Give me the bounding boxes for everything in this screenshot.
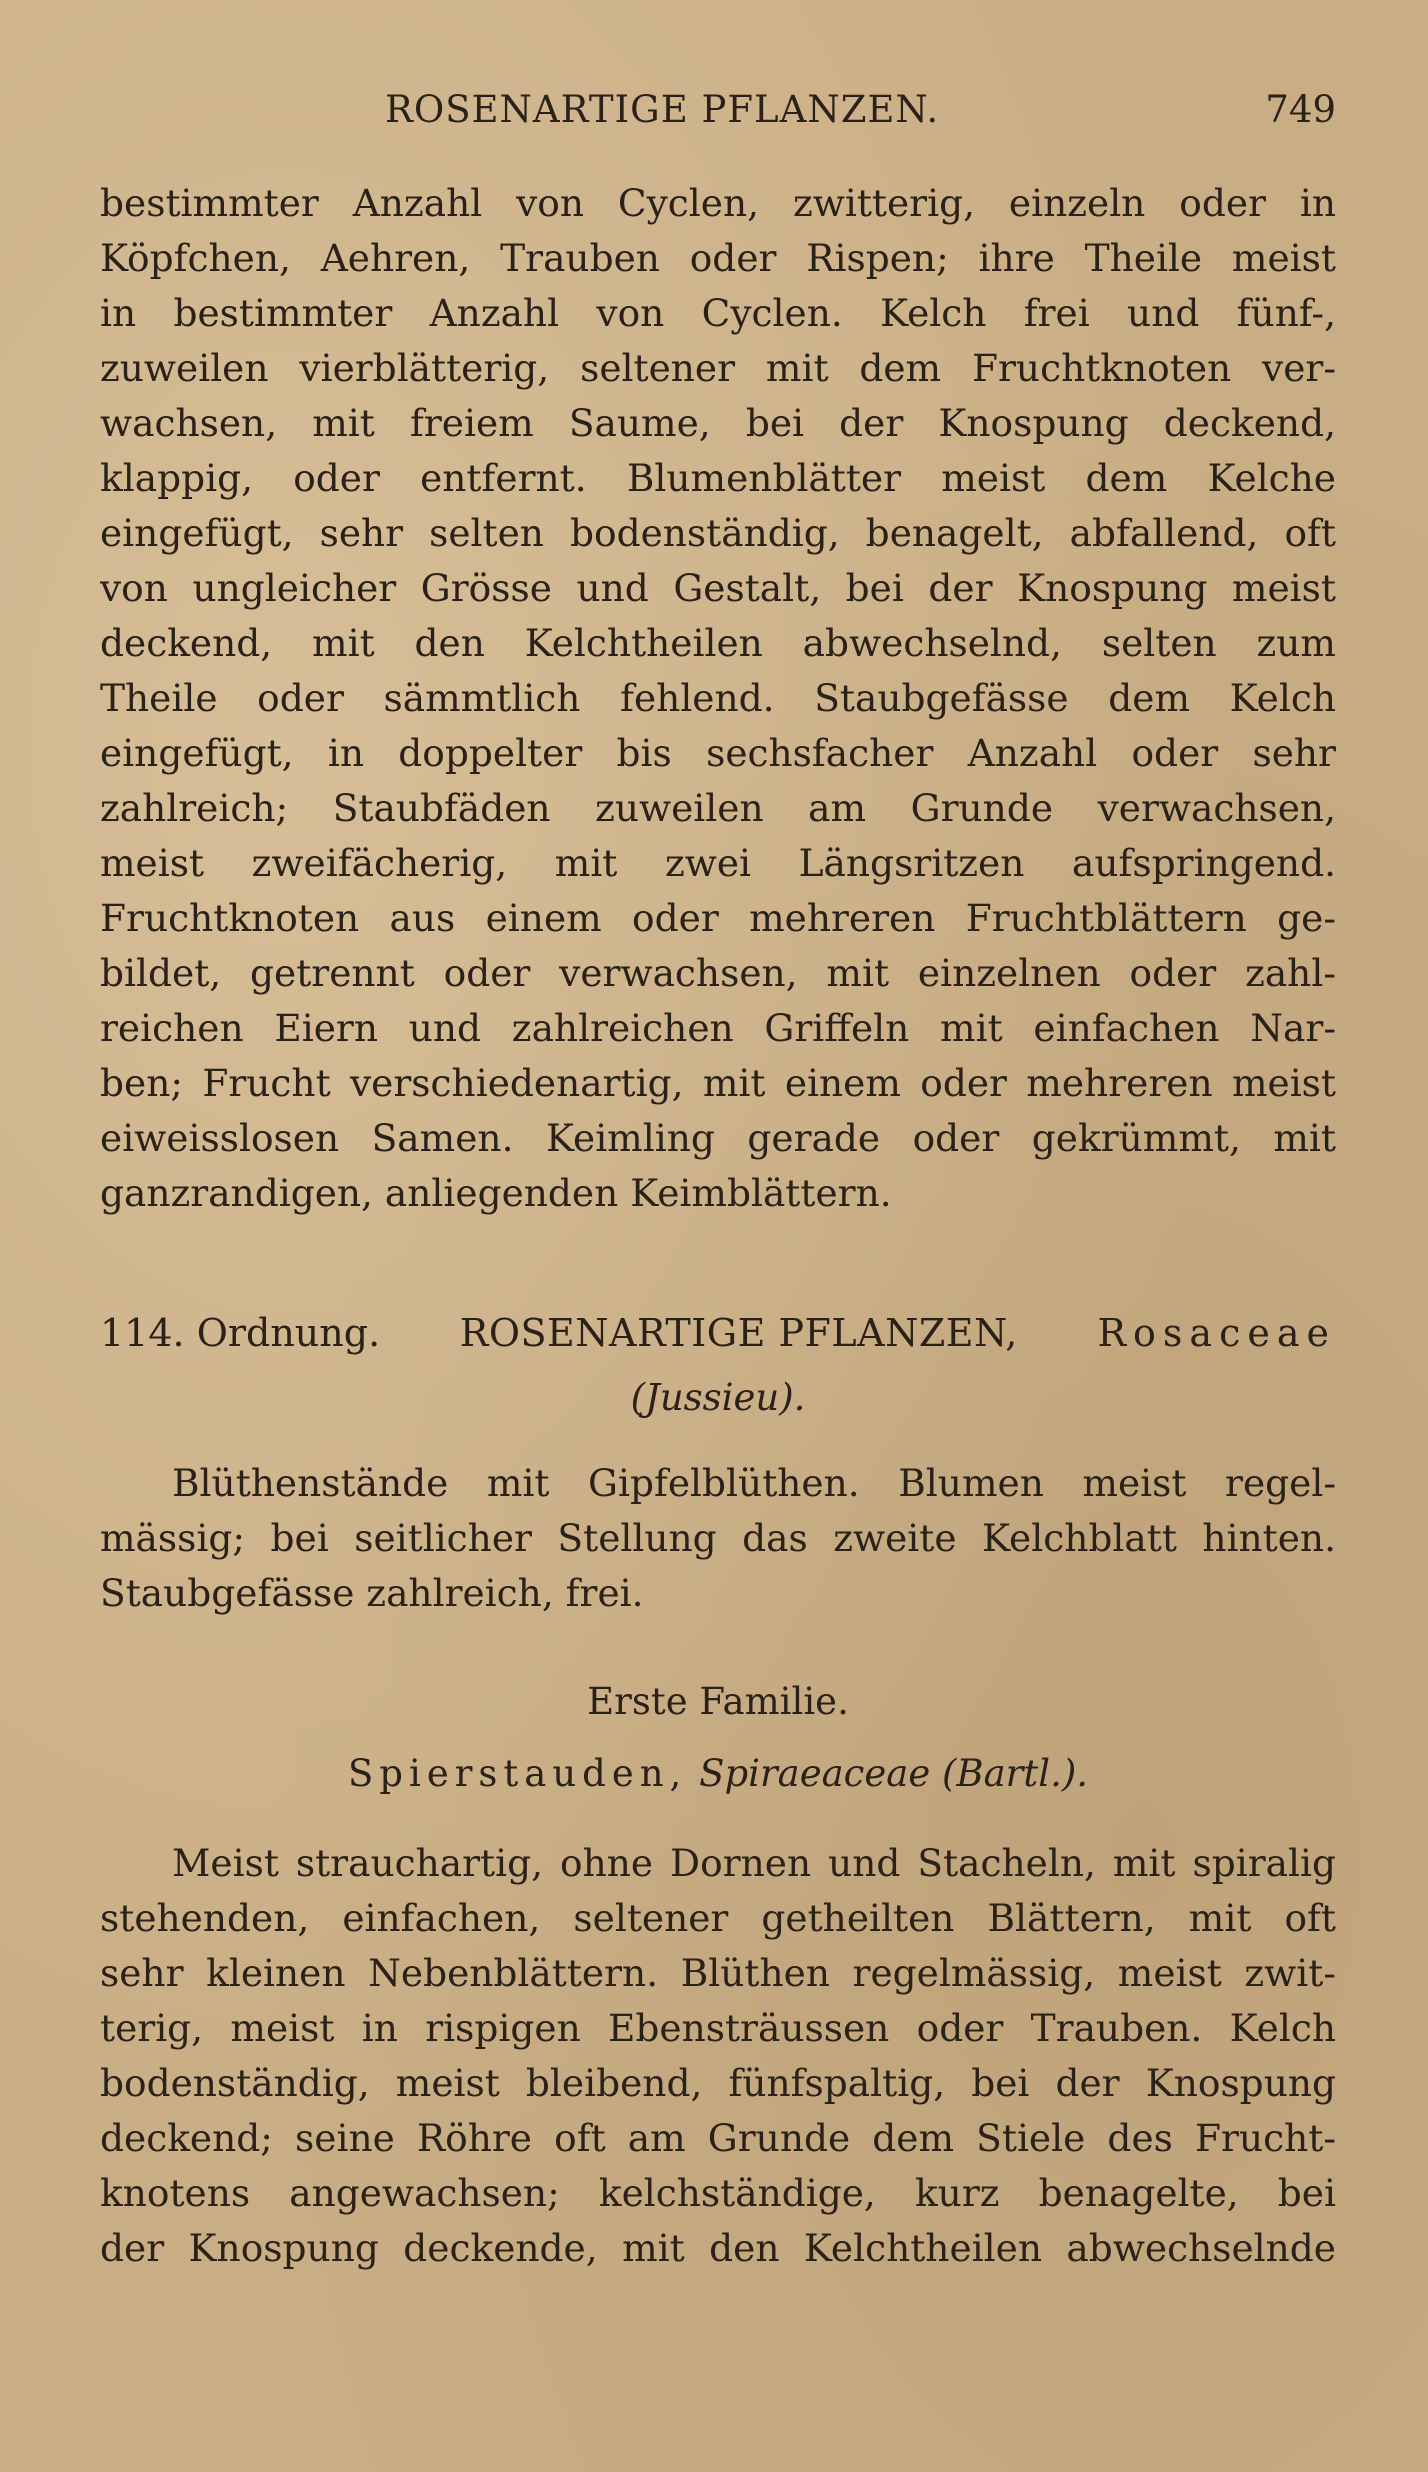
family-name bbox=[100, 1746, 1336, 1801]
order-latin-name: Rosaceae bbox=[1097, 1311, 1336, 1355]
text-line: sehr kleinen Nebenblättern. Blüthen regelmässig, meist zwit- bbox=[100, 1951, 1336, 1995]
text-line: der Knospung deckende, mit den Kelchtheilen abwechselnde bbox=[100, 2226, 1336, 2270]
text-line: eiweisslosen Samen. Keimling gerade oder gekrümmt, mit bbox=[100, 1116, 1336, 1160]
text-line: bodenständig, meist bleibend, fünfspaltig, bei der Knospung bbox=[100, 2061, 1336, 2105]
text-line: Theile oder sämmtlich fehlend. Staubgefässe dem Kelch bbox=[100, 676, 1336, 720]
text-line: Fruchtknoten aus einem oder mehreren Fruchtblättern ge- bbox=[100, 896, 1336, 940]
text-line: zahlreich; Staubfäden zuweilen am Grunde verwachsen, bbox=[100, 786, 1336, 830]
page-number: 749 bbox=[1265, 88, 1336, 131]
text-line: Blüthenstände mit Gipfelblüthen. Blumen meist regel- bbox=[172, 1461, 1336, 1505]
running-title: ROSENARTIGE PFLANZEN. bbox=[385, 88, 940, 131]
text-line: deckend, mit den Kelchtheilen abwechselnd, selten zum bbox=[100, 621, 1336, 665]
order-title: ROSENARTIGE PFLANZEN, bbox=[459, 1311, 1018, 1355]
text-line: bildet, getrennt oder verwachsen, mit einzelnen oder zahl- bbox=[100, 951, 1336, 995]
text-line: deckend; seine Röhre oft am Grunde dem Stiele des Frucht- bbox=[100, 2116, 1336, 2160]
text-line: wachsen, mit freiem Saume, bei der Knospung deckend, bbox=[100, 401, 1336, 445]
text-line: mässig; bei seitlicher Stellung das zweite Kelchblatt hinten. bbox=[100, 1516, 1336, 1560]
text-line: ganzrandigen, anliegenden Keimblättern. bbox=[100, 1171, 892, 1215]
running-head bbox=[100, 88, 1336, 140]
order-authority: (Jussieu). bbox=[630, 1376, 806, 1419]
text-line: knotens angewachsen; kelchständige, kurz benagelte, bei bbox=[100, 2171, 1336, 2215]
text-line: Meist strauchartig, ohne Dornen und Stacheln, mit spiralig bbox=[172, 1841, 1336, 1885]
text-line: terig, meist in rispigen Ebensträussen oder Trauben. Kelch bbox=[100, 2006, 1336, 2050]
text-line: stehenden, einfachen, seltener getheilten Blättern, mit oft bbox=[100, 1896, 1336, 1940]
text-line: Staubgefässe zahlreich, frei. bbox=[100, 1571, 644, 1615]
text-line: ben; Frucht verschiedenartig, mit einem oder mehreren meist bbox=[100, 1061, 1336, 1105]
text-line: eingefügt, in doppelter bis sechsfacher Anzahl oder sehr bbox=[100, 731, 1336, 775]
order-paragraph bbox=[100, 1456, 1336, 1621]
text-line: bestimmter Anzahl von Cyclen, zwitterig, einzeln oder in bbox=[100, 181, 1336, 225]
text-line: eingefügt, sehr selten bodenständig, benagelt, abfallend, oft bbox=[100, 511, 1336, 555]
order-number: 114. Ordnung. bbox=[100, 1311, 381, 1355]
text-line: reichen Eiern und zahlreichen Griffeln mit einfachen Nar- bbox=[100, 1006, 1336, 1050]
text-line: meist zweifächerig, mit zwei Längsritzen aufspringend. bbox=[100, 841, 1336, 885]
family-latin-name: Spiraeaceae (Bartl.). bbox=[699, 1752, 1089, 1795]
text-line: in bestimmter Anzahl von Cyclen. Kelch frei und fünf-, bbox=[100, 291, 1336, 335]
intro-paragraph bbox=[100, 176, 1336, 1221]
family-paragraph bbox=[100, 1836, 1336, 2276]
text-line: zuweilen vierblätterig, seltener mit dem Fruchtknoten ver- bbox=[100, 346, 1336, 390]
text-line: von ungleicher Grösse und Gestalt, bei der Knospung meist bbox=[100, 566, 1336, 610]
text-line: klappig, oder entfernt. Blumenblätter meist dem Kelche bbox=[100, 456, 1336, 500]
family-german-name: Spierstauden, bbox=[347, 1752, 688, 1795]
order-heading bbox=[100, 1306, 1336, 1361]
text-line: Köpfchen, Aehren, Trauben oder Rispen; ihre Theile meist bbox=[100, 236, 1336, 280]
family-label: Erste Familie. bbox=[587, 1680, 849, 1723]
